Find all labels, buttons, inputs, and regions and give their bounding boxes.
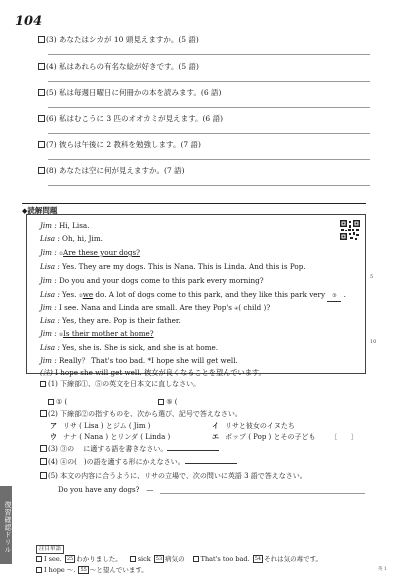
section-heading <box>22 203 366 215</box>
speaker: (注) <box>40 368 53 377</box>
checkbox[interactable] <box>40 445 47 452</box>
question-text: 私はあれらの有名な絵が好きです。(5 語) <box>59 62 199 71</box>
checkbox[interactable] <box>158 399 164 405</box>
section-title: 読解問題 <box>27 206 58 215</box>
speaker: Jim : <box>40 276 57 285</box>
question-5: (5) 本文の内容に合うように、リサの立場で、次の問いに英語 3 語で答えなさい。 <box>40 472 370 481</box>
dialogue-line <box>40 343 360 352</box>
question-number: (5) <box>46 88 57 97</box>
question-text: 下線部②の指すものを、次から選び、記号で答えなさい。 <box>60 410 242 418</box>
answer-line[interactable] <box>48 54 370 55</box>
line-number: 10 <box>370 339 377 345</box>
dialogue-line <box>40 248 360 259</box>
question-4: (4) ④の( )の語を適する形にかえなさい。 <box>40 458 370 467</box>
option-a[interactable]: ア リサ ( Lisa ) とジム ( Jim ) <box>50 421 151 430</box>
q5-prompt: Do you have any dogs? — <box>58 486 154 494</box>
answer-5[interactable]: ⑤ ( <box>166 398 178 406</box>
checkbox[interactable] <box>48 399 54 405</box>
line-text: I see. Nana and Linda are small. Are they Pop's <box>56 303 235 312</box>
speaker: Lisa : <box>40 262 60 271</box>
question-2: (2) 下線部②の指すものを、次から選び、記号で答えなさい。 <box>40 410 370 419</box>
question-text: ③の に適する語を書きなさい。 <box>60 445 168 453</box>
underlined-text: Is their mother at home? <box>63 329 154 338</box>
underlined-text: Are these your dogs? <box>63 248 141 257</box>
dialogue-line <box>40 303 360 314</box>
dialogue-line <box>40 356 360 365</box>
speaker: Lisa : <box>40 234 60 243</box>
answer-line[interactable] <box>48 133 370 134</box>
line-text: I hope she will get well. 彼女が良くなることを望んでいます。 <box>52 368 266 377</box>
question-1: (1) 下線部①、⑤の英文を日本文に直しなさい。 <box>40 380 370 389</box>
question-number: (7) <box>46 140 57 149</box>
vocab-number: 53 <box>155 556 163 562</box>
speaker: Jim : <box>40 248 57 257</box>
line-text: Hi, Lisa. <box>56 221 90 230</box>
answer-line[interactable] <box>167 450 219 451</box>
page-number: 104 <box>15 14 43 29</box>
vocab-number: 55 <box>80 567 87 573</box>
checkbox[interactable] <box>38 63 45 70</box>
vocab-en: I see. <box>44 555 62 563</box>
checkbox[interactable] <box>40 381 46 387</box>
answer-1[interactable]: ① ( <box>56 398 68 406</box>
dialogue-line <box>40 316 360 325</box>
option-i[interactable]: イ リサと彼女のイヌたち <box>212 421 295 430</box>
dialogue-line <box>40 234 360 243</box>
dialogue-line <box>40 329 360 340</box>
question-text: 本文の内容に合うように、リサの立場で、次の問いに英語 3 語で答えなさい。 <box>60 472 307 480</box>
question-text: あなたは空に何が見えますか。(7 語) <box>59 166 185 175</box>
question-text: ④の( )の語を適する形にかえなさい。 <box>60 458 185 466</box>
question-number: (6) <box>46 114 57 123</box>
checkbox[interactable] <box>38 89 45 96</box>
vocab-en: I hope ～. <box>44 566 76 574</box>
question-number: (8) <box>46 166 57 175</box>
vocab-tag: 注目単語 <box>36 545 64 554</box>
checkbox[interactable] <box>36 556 42 562</box>
checkbox[interactable] <box>130 556 136 562</box>
vocab-number: 25 <box>66 556 74 562</box>
vocab-en: That's too bad. <box>200 555 250 563</box>
speaker: Jim : <box>40 356 57 365</box>
translate-question <box>38 88 370 98</box>
marker: ② <box>78 294 83 299</box>
vocab-row <box>36 555 366 564</box>
line-text: Yes, they are. Pop is their father. <box>59 316 181 325</box>
side-tab: 復習確認ドリル <box>0 486 12 564</box>
dialogue-line <box>40 221 360 230</box>
line-text: . <box>341 290 346 299</box>
vocab-jp: それは気の毒です。 <box>264 555 323 563</box>
speaker: Jim : <box>40 303 57 312</box>
vocab-jp: ～と望んでいます。 <box>89 566 148 574</box>
vocab-jp: わかりました。 <box>76 555 122 563</box>
line-text: Yes. They are my dogs. This is Nana. This is Linda. And this is Pop. <box>59 262 306 271</box>
checkbox[interactable] <box>40 472 47 479</box>
line-text: Really？ That's too bad. *I hope she will get well. <box>56 356 238 365</box>
option-u[interactable]: ウ ナナ ( Nana ) とリンダ ( Linda ) <box>50 432 171 441</box>
question-text: 私は毎週日曜日に何冊かの本を読みます。(6 語) <box>59 88 222 97</box>
translate-question <box>38 114 370 124</box>
speaker: Jim : <box>40 221 57 230</box>
translate-question <box>38 62 370 72</box>
question-text: 彼らは午後に 2 教科を勉強します。(7 語) <box>59 140 201 149</box>
answer-bracket[interactable]: 〔 〕 <box>330 433 358 441</box>
translate-question <box>38 166 370 176</box>
checkbox[interactable] <box>40 458 47 465</box>
option-e[interactable]: エ ポップ ( Pop ) とその子ども <box>212 432 316 441</box>
question-text: あなたはシカが 10 頭見えますか。(5 語) <box>59 35 199 44</box>
dialogue-line <box>40 276 360 285</box>
dialogue-line <box>40 290 360 302</box>
line-text: do. A lot of dogs come to this park, and they like this park very <box>93 290 328 299</box>
speaker: Jim : <box>40 329 57 338</box>
checkbox[interactable] <box>38 115 45 122</box>
marker: ⑤ <box>59 333 64 338</box>
line-text: ( child )? <box>238 303 271 312</box>
answer-line[interactable] <box>48 81 370 82</box>
checkbox[interactable] <box>38 141 45 148</box>
question-number: (3) <box>46 35 57 44</box>
line-text: Yes. <box>59 290 79 299</box>
line-text: Do you and your dogs come to this park every morning? <box>56 276 264 285</box>
blank[interactable]: ③ <box>327 292 341 302</box>
answer-line[interactable] <box>48 107 370 108</box>
speaker: Lisa : <box>40 290 60 299</box>
speaker: Lisa : <box>40 316 60 325</box>
section-marker: ◆ <box>22 206 28 215</box>
answer-line[interactable] <box>185 463 237 464</box>
underlined-text: we <box>82 290 94 299</box>
marker: ④ <box>234 307 239 312</box>
line-text: Oh, hi, Jim. <box>59 234 103 243</box>
q1-answer-row <box>48 398 266 406</box>
question-3: (3) ③の に適する語を書きなさい。 <box>40 445 370 454</box>
dialogue-line <box>40 262 360 271</box>
checkbox[interactable] <box>40 410 47 417</box>
question-text: 私はむこうに 3 匹のオオカミが見えます。(6 語) <box>59 114 224 123</box>
checkbox[interactable] <box>38 36 45 43</box>
line-text: Yes, she is. She is sick, and she is at home. <box>59 343 219 352</box>
line-number: 5 <box>370 274 374 280</box>
speaker: Lisa : <box>40 343 60 352</box>
question-text: 下線部①、⑤の英文を日本文に直しなさい。 <box>60 380 201 388</box>
checkbox[interactable] <box>193 556 199 562</box>
vocab-jp: 病気の <box>165 555 185 563</box>
marker: ① <box>59 252 64 257</box>
vocab-en: sick <box>137 555 151 563</box>
translate-question <box>38 140 370 150</box>
translate-question <box>38 35 370 45</box>
vocab-number: 54 <box>254 556 262 562</box>
question-number: (4) <box>46 62 57 71</box>
checkbox[interactable] <box>36 567 42 573</box>
vocab-row <box>36 566 366 575</box>
footer-code: 英 1 <box>378 567 387 572</box>
checkbox[interactable] <box>38 167 45 174</box>
answer-line[interactable] <box>160 493 365 494</box>
answer-line[interactable] <box>48 159 370 160</box>
answer-line[interactable] <box>48 185 370 186</box>
dialogue-line <box>40 368 360 377</box>
